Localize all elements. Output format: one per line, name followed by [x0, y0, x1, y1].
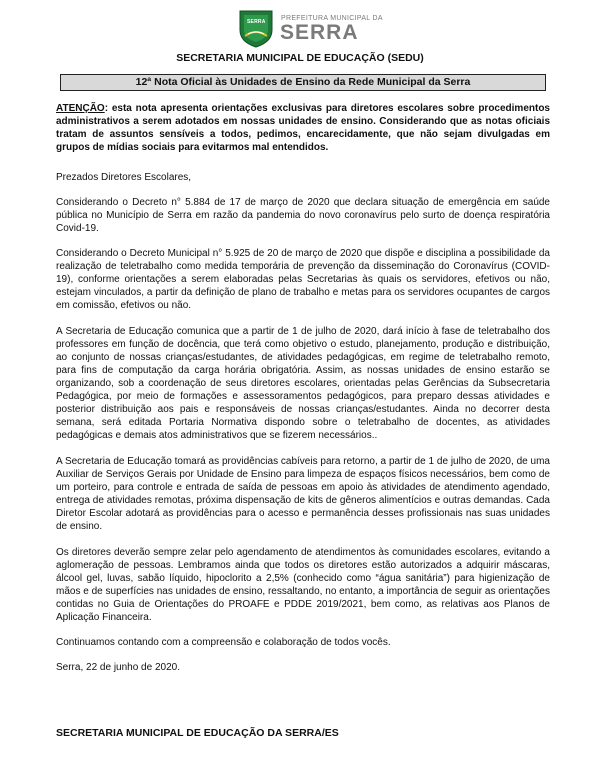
- prefeitura-logo: [236, 8, 383, 48]
- greeting: Prezados Diretores Escolares,: [56, 172, 192, 183]
- paragraph-retorno: A Secretaria de Educação tomará as providências cabíveis para retorno, a partir de 1 de julho de 2020, de uma Auxiliar de Serviços Gerais por Unidade de Ensino para limpeza de espaços físicos necessários, bem como de um porteiro, para controle e entrada de saída de pessoas em apoio às atividades de atendimento agendado, entrega de atividades remotas, próxima dispensação de kits de gêneros alimentícios e outras demandas. Cada Diretor Escolar adotará as providências para o acesso e permanência desses profissionais nas suas unidades de ensino.: [56, 456, 550, 532]
- warning-paragraph: [56, 102, 550, 154]
- paragraph-closing: Continuamos contando com a compreensão e colaboração de todos vocês.: [56, 637, 391, 648]
- document-date: Serra, 22 de junho de 2020.: [56, 662, 180, 673]
- paragraph-decreto-5925: Considerando o Decreto Municipal n° 5.925 de 20 de março de 2020 que dispõe e disciplina a possibilidade da realização de teletrabalho como medida temporária de prevenção da disseminação do Coronavírus (COVID-19), conforme orientações a serem elaboradas pelas Secretarias às quais os servidores, efetivos ou não, estejam vinculados, a partir da definição de plano de trabalho e metas para os servidores ocupantes de cargos em comissão, efetivos ou não.: [56, 248, 550, 311]
- signature: SECRETARIA MUNICIPAL DE EDUCAÇÃO DA SERRA/ES: [56, 727, 339, 739]
- paragraph-diretores: Os diretores deverão sempre zelar pelo agendamento de atendimentos às comunidades escolares, evitando a aglomeração de pessoas. Lembramos ainda que todos os diretores estão autorizados a adquirir máscaras, álcool gel, luvas, sabão líquido, hipoclorito a 2,5% (conhecido como “água sanitária”) para higienização de mãos e de superfícies nas unidades de ensino, ressaltando, no entanto, a importância de seguir as orientações contidas no Guia de Orientações do PROAFE e PDDE 2019/2021, bem como, as relativas aos Planos de Aplicação Financeira.: [56, 547, 550, 623]
- paragraph-teletrabalho: A Secretaria de Educação comunica que a partir de 1 de julho de 2020, dará início à fase de teletrabalho dos professores em função de docência, que terá como objetivo o estudo, planejamento, produção e distribuição, ao conjunto de nossas crianças/estudantes, de atividades pedagógicas, em regime de teletrabalho remoto, para fins de computação da carga horária obrigatória. Assim, as nossas unidades de ensino estarão se organizando, sob a coordenação de seus diretores escolares, orientadas pelas Gerências da Subsecretaria Pedagógica, por meio de formações e assessoramentos pedagógicos, para preparo dessas atividades e posterior distribuição aos pais e responsáveis de nossas crianças/estudantes. Ainda no decorrer desta semana, será editada Portaria Normativa dispondo sobre o teletrabalho de docentes, as atividades pedagógicas e demais atos administrativos que se fizerem necessários..: [56, 326, 550, 441]
- warning-text: : esta nota apresenta orientações exclusivas para diretores escolares sobre procedimentos administrativos a serem adotados em nossas unidades de ensino. Considerando que as notas oficiais tratam de assuntos sensíveis a todos, pedimos, encarecidamente, que não sejam divulgadas em grupos de mídias sociais para evitarmos mal entendidos.: [56, 103, 550, 153]
- prefeitura-label: PREFEITURA MUNICIPAL DA: [281, 15, 383, 22]
- document-body: [56, 102, 550, 686]
- seal-text: SERRA: [247, 19, 266, 25]
- city-name: SERRA: [280, 21, 359, 44]
- secretaria-heading: SECRETARIA MUNICIPAL DE EDUCAÇÃO (SEDU): [176, 52, 424, 64]
- document-title: 12ª Nota Oficial às Unidades de Ensino da Rede Municipal da Serra: [60, 74, 546, 91]
- paragraph-decreto-5884: Considerando o Decreto n° 5.884 de 17 de março de 2020 que declara situação de emergência em saúde pública no Município de Serra em razão da pandemia do novo coronavírus pelo surto de doença respiratória Covid-19.: [56, 197, 550, 234]
- city-seal-icon: [236, 8, 276, 48]
- warning-label: ATENÇÃO: [56, 103, 105, 114]
